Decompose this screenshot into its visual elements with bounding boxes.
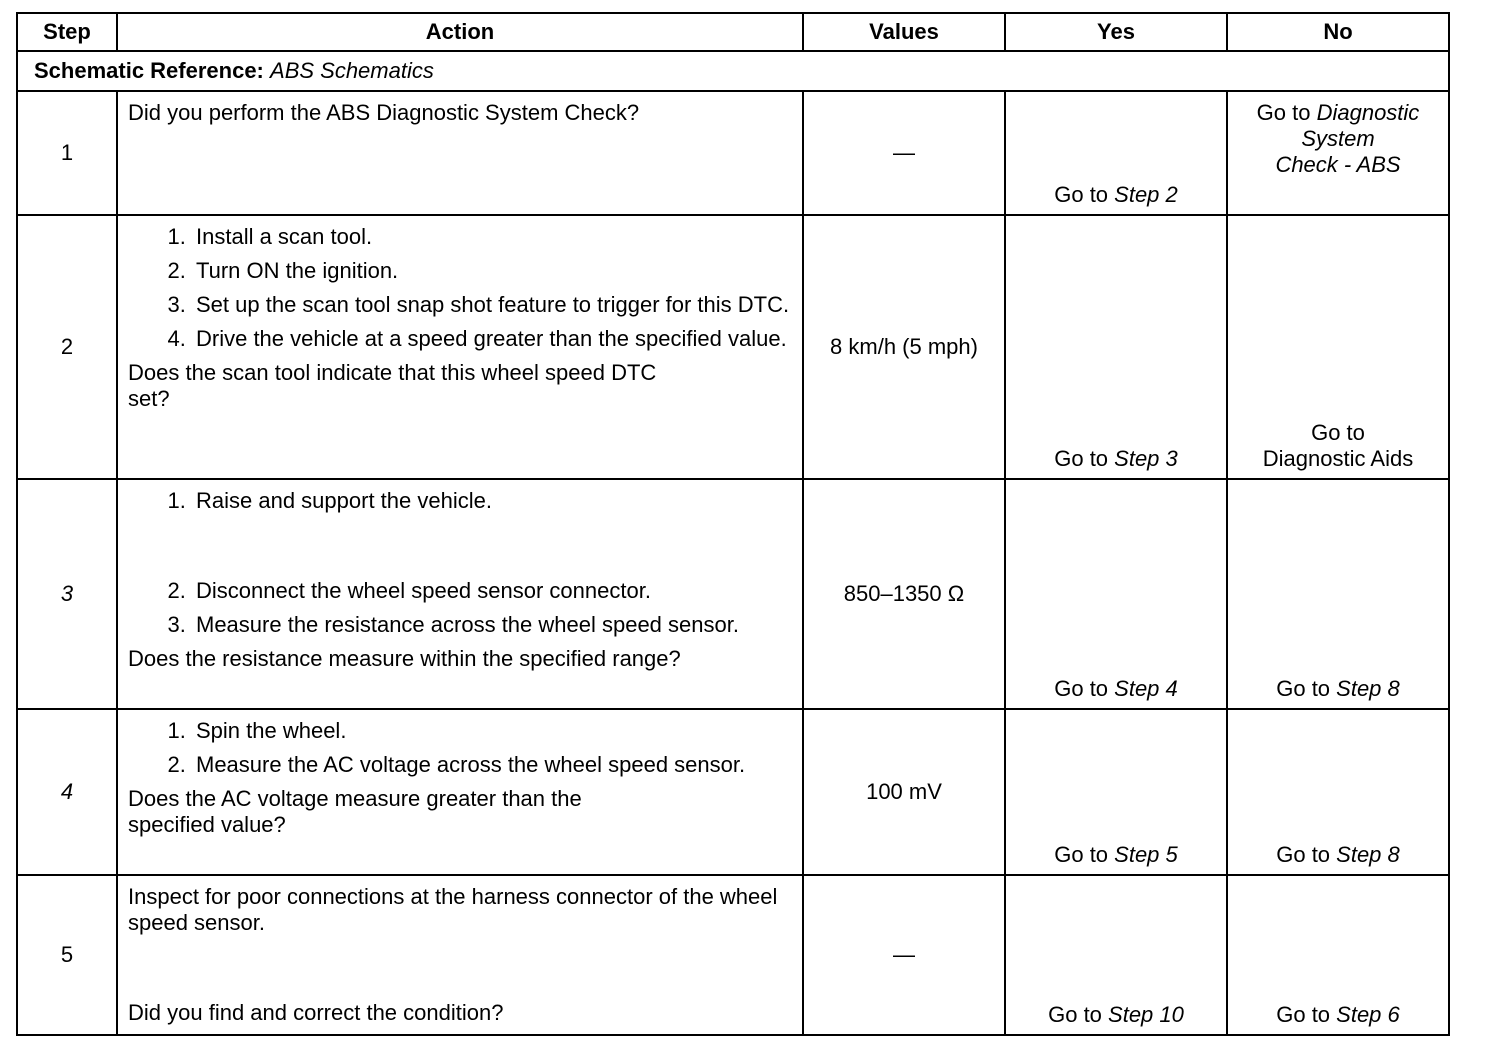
no-cell <box>1227 91 1449 215</box>
yes-prefix: Go to <box>1054 842 1115 867</box>
table-row <box>17 215 1449 479</box>
action-step: 2. Turn ON the ignition. <box>192 258 792 284</box>
yes-target: Step 5 <box>1114 842 1178 867</box>
action-cell <box>117 709 803 875</box>
schematic-reference-link[interactable]: ABS Schematics <box>270 58 434 83</box>
no-target: Step 8 <box>1336 676 1400 701</box>
yes-link[interactable] <box>1006 842 1226 868</box>
yes-target: Step 3 <box>1114 446 1178 471</box>
schematic-reference <box>17 51 1449 91</box>
step-number: 3 <box>17 479 117 709</box>
action-question: Does the resistance measure within the specified range? <box>128 646 681 671</box>
no-link[interactable] <box>1228 842 1448 868</box>
action-question: Did you find and correct the condition? <box>128 1000 504 1025</box>
step-number: 1 <box>17 91 117 215</box>
no-target-line1: Diagnostic <box>1316 100 1420 125</box>
no-link[interactable] <box>1228 420 1448 472</box>
action-step: 1. Install a scan tool. <box>192 224 792 250</box>
yes-cell <box>1005 91 1227 215</box>
table-row <box>17 875 1449 1035</box>
yes-target: Step 10 <box>1108 1002 1184 1027</box>
action-step: 4. Drive the vehicle at a speed greater than the specified value. <box>192 326 792 352</box>
no-link[interactable] <box>1228 92 1448 178</box>
table-row <box>17 479 1449 709</box>
header-step: Step <box>17 13 117 51</box>
header-no: No <box>1227 13 1449 51</box>
action-step: 1. Spin the wheel. <box>192 718 792 744</box>
action-step: 1. Raise and support the vehicle. <box>192 488 792 514</box>
value-cell: 100 mV <box>803 709 1005 875</box>
no-line1: Go to <box>1311 420 1365 445</box>
action-cell <box>117 215 803 479</box>
table-row <box>17 709 1449 875</box>
header-action: Action <box>117 13 803 51</box>
no-cell <box>1227 709 1449 875</box>
action-step: 3. Set up the scan tool snap shot feature to trigger for this DTC. <box>192 292 792 318</box>
no-line2: Diagnostic Aids <box>1262 446 1414 471</box>
action-steps <box>128 224 792 352</box>
yes-link[interactable] <box>1006 1002 1226 1028</box>
header-yes: Yes <box>1005 13 1227 51</box>
no-target-line2: System <box>1301 126 1375 151</box>
yes-prefix: Go to <box>1048 1002 1109 1027</box>
value-cell: — <box>803 875 1005 1035</box>
no-cell <box>1227 215 1449 479</box>
no-prefix: Go to <box>1256 100 1317 125</box>
no-prefix: Go to <box>1276 842 1337 867</box>
action-instruction: Inspect for poor connections at the harness connector of the wheel speed sensor. <box>128 884 778 935</box>
action-steps <box>128 488 792 638</box>
no-prefix: Go to <box>1276 1002 1337 1027</box>
yes-link[interactable] <box>1006 676 1226 702</box>
value-cell: 8 km/h (5 mph) <box>803 215 1005 479</box>
yes-link[interactable] <box>1006 446 1226 472</box>
no-cell <box>1227 479 1449 709</box>
value-cell: — <box>803 91 1005 215</box>
yes-target: Step 4 <box>1114 676 1178 701</box>
no-target: Step 8 <box>1336 842 1400 867</box>
action-question: Does the scan tool indicate that this wheel speed DTC set? <box>128 360 657 411</box>
step-number: 2 <box>17 215 117 479</box>
action-step: 2. Measure the AC voltage across the wheel speed sensor. <box>192 752 792 778</box>
value-cell: 850–1350 Ω <box>803 479 1005 709</box>
step-number: 5 <box>17 875 117 1035</box>
yes-cell <box>1005 215 1227 479</box>
yes-link[interactable] <box>1006 182 1226 208</box>
no-cell <box>1227 875 1449 1035</box>
yes-target: Step 2 <box>1114 182 1178 207</box>
action-step: 3. Measure the resistance across the wheel speed sensor. <box>192 612 792 638</box>
action-cell <box>117 875 803 1035</box>
no-link[interactable] <box>1228 1002 1448 1028</box>
no-target-line3: Check - ABS <box>1275 152 1401 177</box>
header-values: Values <box>803 13 1005 51</box>
schematic-reference-row <box>17 51 1449 91</box>
action-question: Does the AC voltage measure greater than the specified value? <box>128 786 582 837</box>
no-prefix: Go to <box>1276 676 1337 701</box>
no-link[interactable] <box>1228 676 1448 702</box>
yes-prefix: Go to <box>1054 446 1115 471</box>
yes-cell <box>1005 875 1227 1035</box>
no-target: Step 6 <box>1336 1002 1400 1027</box>
header-row <box>17 13 1449 51</box>
action-cell <box>117 91 803 215</box>
step-number: 4 <box>17 709 117 875</box>
yes-cell <box>1005 709 1227 875</box>
action-cell <box>117 479 803 709</box>
action-question: Did you perform the ABS Diagnostic System Check? <box>128 100 640 125</box>
yes-prefix: Go to <box>1054 182 1115 207</box>
action-step: 2. Disconnect the wheel speed sensor connector. <box>192 578 792 604</box>
yes-cell <box>1005 479 1227 709</box>
schematic-reference-label: Schematic Reference: <box>34 58 264 83</box>
diagnostic-table <box>16 12 1450 1036</box>
yes-prefix: Go to <box>1054 676 1115 701</box>
action-steps <box>128 718 792 778</box>
table-row <box>17 91 1449 215</box>
